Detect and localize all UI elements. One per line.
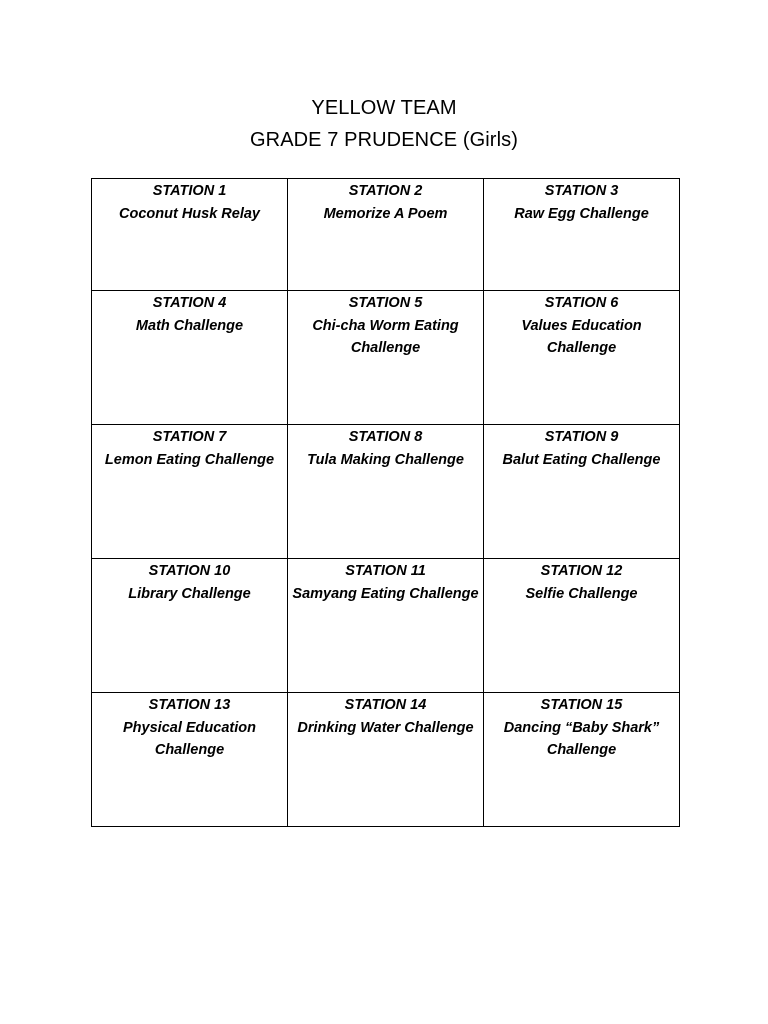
table-row — [92, 291, 680, 425]
grade-title: GRADE 7 PRUDENCE (Girls) — [250, 129, 518, 151]
table-row — [92, 425, 680, 559]
station-number: STATION 10 — [148, 563, 231, 579]
table-row — [92, 179, 680, 291]
station-number: STATION 2 — [348, 183, 423, 199]
document-header — [0, 92, 768, 156]
station-cell — [484, 179, 680, 291]
station-name: Memorize A Poem — [323, 205, 448, 222]
station-number: STATION 9 — [544, 429, 619, 445]
station-number: STATION 7 — [152, 429, 227, 445]
station-number: STATION 3 — [544, 183, 619, 199]
stations-table — [91, 178, 680, 827]
station-cell — [92, 425, 288, 559]
station-cell — [484, 559, 680, 693]
station-cell — [288, 559, 484, 693]
station-number: STATION 13 — [148, 697, 231, 713]
station-name: Raw Egg Challenge — [514, 205, 649, 222]
station-name: Dancing “Baby Shark” Challenge — [503, 719, 660, 758]
station-name: Coconut Husk Relay — [119, 205, 260, 222]
station-cell — [288, 425, 484, 559]
station-number: STATION 11 — [345, 563, 426, 579]
station-number: STATION 12 — [540, 563, 623, 579]
station-cell — [484, 693, 680, 827]
station-number: STATION 15 — [540, 697, 623, 713]
station-cell — [92, 693, 288, 827]
station-cell — [288, 291, 484, 425]
station-number: STATION 5 — [348, 295, 423, 311]
station-cell — [484, 291, 680, 425]
station-number: STATION 4 — [152, 295, 227, 311]
station-number: STATION 6 — [544, 295, 619, 311]
station-number: STATION 1 — [152, 183, 227, 199]
station-name: Physical Education Challenge — [123, 719, 256, 758]
station-name: Selfie Challenge — [525, 585, 638, 602]
station-name: Samyang Eating Challenge — [292, 585, 479, 602]
station-name: Tula Making Challenge — [307, 451, 464, 468]
station-cell — [92, 559, 288, 693]
station-name: Drinking Water Challenge — [297, 719, 474, 736]
station-cell — [92, 291, 288, 425]
station-name: Math Challenge — [135, 317, 244, 334]
station-cell — [288, 179, 484, 291]
station-name: Balut Eating Challenge — [502, 451, 661, 468]
station-name: Values Education Challenge — [521, 317, 642, 356]
table-row — [92, 559, 680, 693]
station-cell — [484, 425, 680, 559]
station-name: Library Challenge — [128, 585, 251, 602]
station-number: STATION 14 — [344, 697, 427, 713]
table-row — [92, 693, 680, 827]
station-name: Lemon Eating Challenge — [104, 451, 275, 468]
station-cell — [92, 179, 288, 291]
station-name: Chi-cha Worm Eating Challenge — [312, 317, 459, 356]
station-cell — [288, 693, 484, 827]
team-title: YELLOW TEAM — [311, 97, 457, 119]
station-number: STATION 8 — [348, 429, 423, 445]
